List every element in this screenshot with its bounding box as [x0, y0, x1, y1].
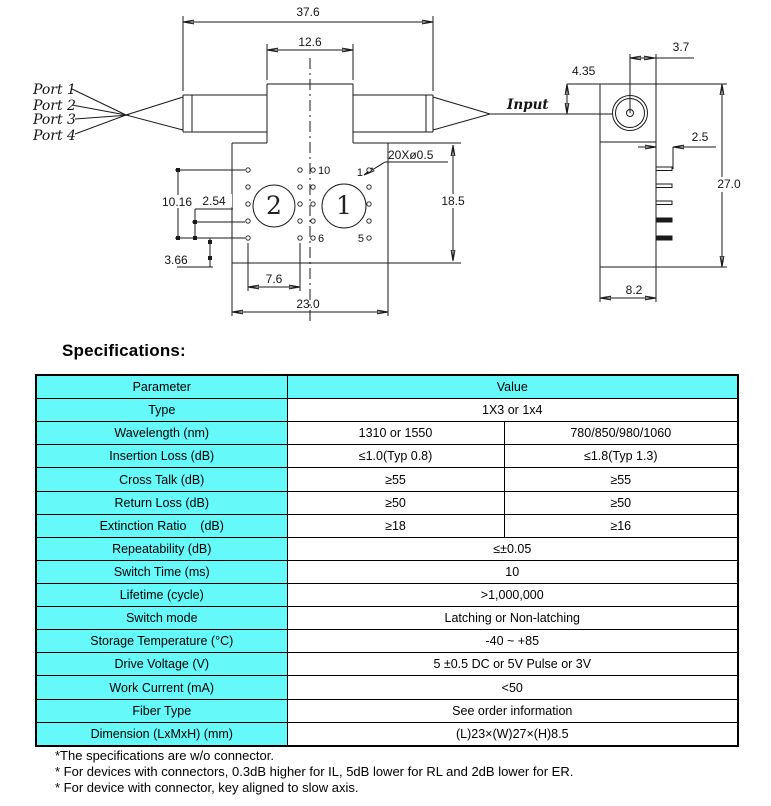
dim-pin-length: 2.5: [691, 130, 709, 144]
param-cell: Dimension (LxMxH) (mm): [36, 722, 287, 746]
table-header-row: [36, 375, 738, 399]
value-cell: ≤1.0(Typ 0.8): [287, 445, 504, 468]
technical-drawing: [0, 0, 771, 336]
value-cell: ≤1.8(Typ 1.3): [504, 445, 738, 468]
dim-square: [176, 168, 180, 172]
footnotes: [55, 748, 573, 797]
table-row: [36, 630, 738, 653]
table-row: [36, 445, 738, 468]
port-label-1: Port 1: [33, 82, 76, 98]
front-view: [32, 5, 612, 322]
param-cell: Insertion Loss (dB): [36, 445, 287, 468]
table-row: [36, 422, 738, 445]
table-row: [36, 560, 738, 583]
header-value: Value: [287, 375, 738, 399]
dim-pin-pitch: 2.54: [202, 194, 226, 208]
dim-pin-bottom-offset: 3.66: [164, 253, 188, 267]
value-cell: See order information: [287, 699, 738, 722]
dim-center-offset-h: 3.7: [672, 40, 690, 54]
param-cell: Wavelength (nm): [36, 422, 287, 445]
value-cell: ≥18: [287, 514, 504, 537]
port-label-2: Port 2: [33, 98, 76, 114]
param-cell: Lifetime (cycle): [36, 584, 287, 607]
pin-label-5: 5: [357, 233, 364, 245]
pin-label-1: 1: [356, 167, 363, 179]
value-cell: 1310 or 1550: [287, 422, 504, 445]
pin-label-6: 6: [318, 233, 325, 245]
param-cell: Extinction Ratio (dB): [36, 514, 287, 537]
dim-pin-cols: 7.6: [265, 272, 283, 286]
param-cell: Cross Talk (dB): [36, 468, 287, 491]
dim-center-offset-v: 4.35: [572, 64, 596, 78]
table-row: [36, 607, 738, 630]
specifications-table: [35, 374, 739, 747]
port-label-3: Port 3: [33, 112, 76, 128]
value-cell: <50: [287, 676, 738, 699]
dim-total-length: 37.6: [296, 5, 320, 19]
value-cell: 780/850/980/1060: [504, 422, 738, 445]
table-row: [36, 722, 738, 746]
dim-depth: 8.2: [625, 283, 643, 297]
header-parameter: Parameter: [36, 375, 287, 399]
port-label-4: Port 4: [33, 128, 76, 144]
dim-square: [176, 236, 180, 240]
table-row: [36, 399, 738, 422]
value-cell: 1X3 or 1x4: [287, 399, 738, 422]
table-row: [36, 584, 738, 607]
table-row: [36, 537, 738, 560]
value-cell: ≥16: [504, 514, 738, 537]
port-leader-lines: [72, 89, 129, 134]
value-cell: (L)23×(W)27×(H)8.5: [287, 722, 738, 746]
footnote: * For device with connector, key aligned to slow axis.: [55, 780, 359, 796]
body-outline: [232, 84, 461, 263]
switch-label-2: 2: [266, 191, 282, 220]
param-cell: Fiber Type: [36, 699, 287, 722]
param-cell: Storage Temperature (°C): [36, 630, 287, 653]
cylinder-outline: [183, 95, 433, 132]
switch-label-1: 1: [336, 191, 352, 220]
side-view: [567, 40, 750, 302]
table-row: [36, 676, 738, 699]
table-row: [36, 514, 738, 537]
value-cell: ≤±0.05: [287, 537, 738, 560]
footnote: * For devices with connectors, 0.3dB higher for IL, 5dB lower for RL and 2dB lower for ER.: [55, 764, 574, 780]
table-row: [36, 468, 738, 491]
table-row: [36, 653, 738, 676]
hole-callout-label: 20Xø0.5: [388, 148, 434, 162]
footnote: *The specifications are w/o connector.: [55, 748, 274, 763]
value-cell: Latching or Non-latching: [287, 607, 738, 630]
param-cell: Repeatability (dB): [36, 537, 287, 560]
dim-body-height: 18.5: [441, 194, 465, 208]
input-label: Input: [507, 97, 549, 113]
dim-pin-span: 10.16: [161, 195, 193, 209]
value-cell: ≥50: [504, 491, 738, 514]
dim-square: [208, 240, 212, 244]
side-body-outline: [567, 54, 727, 267]
value-cell: -40 ~ +85: [287, 630, 738, 653]
pin-holes: [246, 168, 371, 240]
param-cell: Type: [36, 399, 287, 422]
dim-square: [208, 256, 212, 260]
dim-square: [193, 236, 197, 240]
pin-label-10: 10: [318, 165, 331, 177]
table-row: [36, 699, 738, 722]
dim-square: [193, 220, 197, 224]
value-cell: 10: [287, 560, 738, 583]
param-cell: Switch Time (ms): [36, 560, 287, 583]
dim-neck-width: 12.6: [298, 35, 322, 49]
param-cell: Return Loss (dB): [36, 491, 287, 514]
value-cell: 5 ±0.5 DC or 5V Pulse or 3V: [287, 653, 738, 676]
value-cell: >1,000,000: [287, 584, 738, 607]
dim-body-width: 23.0: [296, 297, 320, 311]
extension-lines: [183, 16, 433, 316]
specifications-title: Specifications:: [62, 341, 186, 360]
param-cell: Work Current (mA): [36, 676, 287, 699]
side-pins: [656, 167, 672, 240]
param-cell: Drive Voltage (V): [36, 653, 287, 676]
param-cell: Switch mode: [36, 607, 287, 630]
value-cell: ≥55: [287, 468, 504, 491]
dim-height: 27.0: [717, 177, 741, 191]
value-cell: ≥55: [504, 468, 738, 491]
table-row: [36, 491, 738, 514]
value-cell: ≥50: [287, 491, 504, 514]
